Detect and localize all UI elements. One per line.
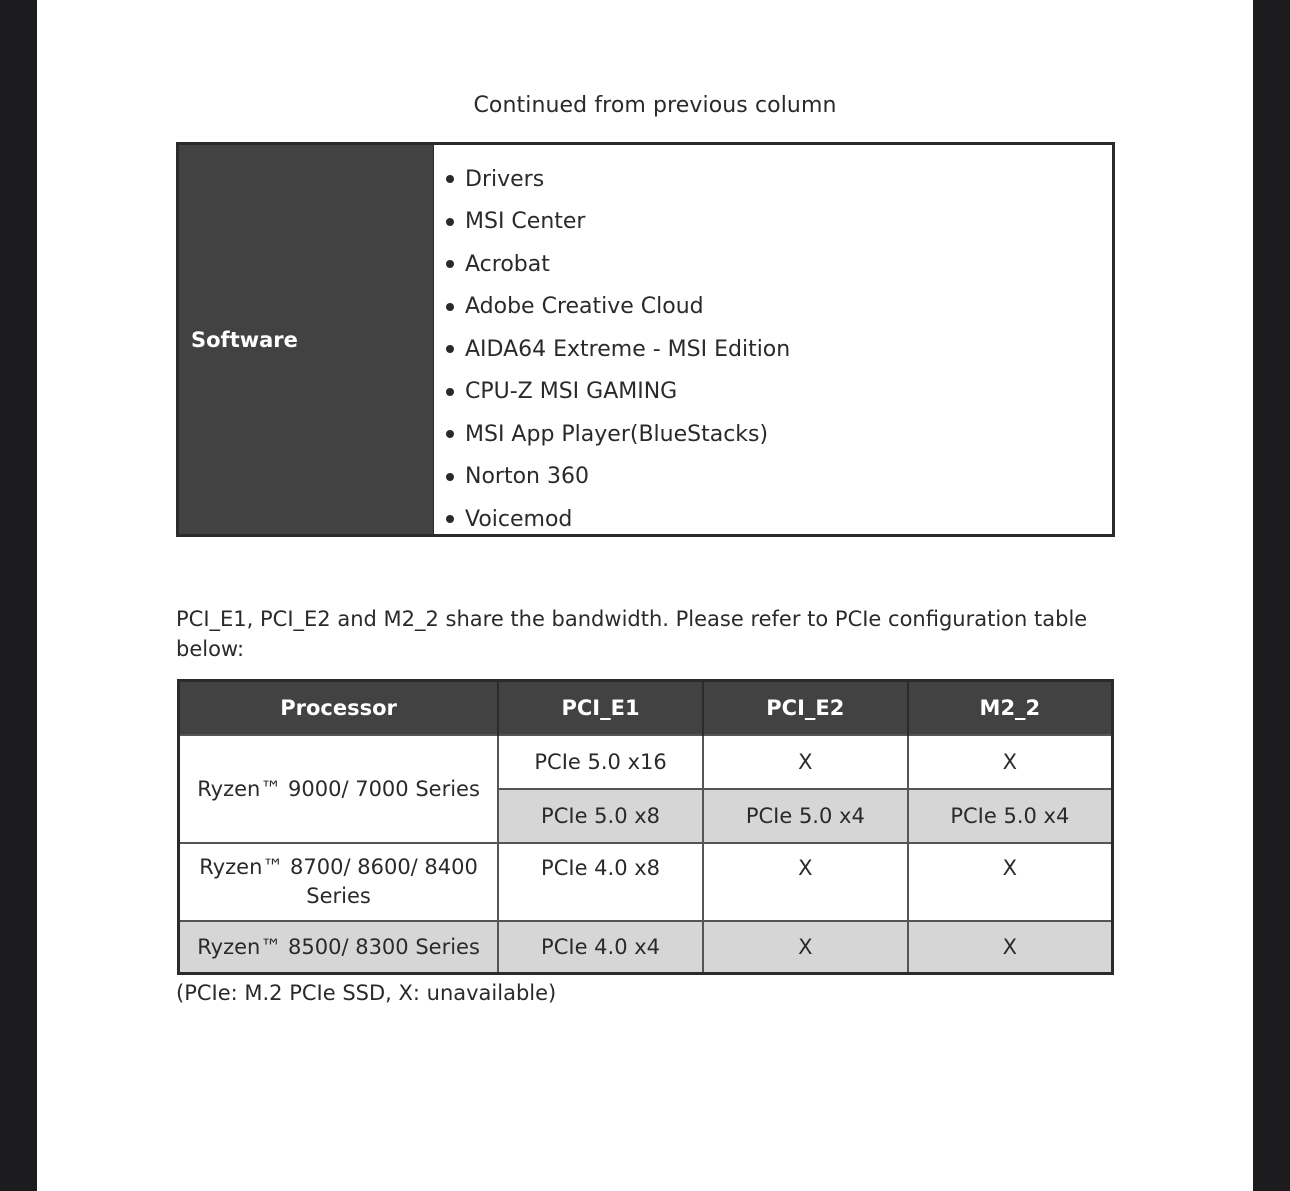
pci-e2-cell: X bbox=[703, 921, 908, 974]
software-item-label: Adobe Creative Cloud bbox=[465, 294, 704, 320]
table-header-row bbox=[179, 681, 1113, 736]
pci-e2-cell: X bbox=[703, 843, 908, 921]
software-item bbox=[446, 328, 1112, 371]
table-row bbox=[179, 921, 1113, 974]
software-item-label: CPU-Z MSI GAMING bbox=[465, 379, 678, 405]
table-legend-note: (PCIe: M.2 PCIe SSD, X: unavailable) bbox=[176, 981, 557, 1005]
software-item bbox=[446, 286, 1112, 329]
table-row bbox=[179, 735, 1113, 789]
header-m2-2: M2_2 bbox=[908, 681, 1113, 736]
software-item bbox=[446, 456, 1112, 499]
software-item bbox=[446, 413, 1112, 456]
software-item bbox=[446, 243, 1112, 286]
software-item bbox=[446, 158, 1112, 201]
software-item bbox=[446, 371, 1112, 414]
bandwidth-note: PCI_E1, PCI_E2 and M2_2 share the bandwidth. Please refer to PCIe configuration table below: bbox=[176, 607, 1088, 661]
software-item-label: MSI Center bbox=[465, 209, 586, 235]
table-row bbox=[179, 843, 1113, 921]
bullet-icon bbox=[446, 175, 454, 183]
bullet-icon bbox=[446, 260, 454, 268]
processor-cell: Ryzen™ 8700/ 8600/ 8400 Series bbox=[179, 843, 499, 921]
pci-e1-cell: PCIe 5.0 x8 bbox=[498, 789, 703, 843]
bullet-icon bbox=[446, 303, 454, 311]
bullet-icon bbox=[446, 430, 454, 438]
software-item-label: Norton 360 bbox=[465, 464, 589, 490]
software-list bbox=[434, 145, 1112, 534]
m2-2-cell: X bbox=[908, 735, 1113, 789]
m2-2-cell: PCIe 5.0 x4 bbox=[908, 789, 1113, 843]
m2-2-cell: X bbox=[908, 843, 1113, 921]
bullet-icon bbox=[446, 515, 454, 523]
software-table bbox=[176, 142, 1115, 537]
bullet-icon bbox=[446, 218, 454, 226]
bullet-icon bbox=[446, 345, 454, 353]
software-item-label: Acrobat bbox=[465, 251, 550, 277]
pcie-config-table bbox=[177, 679, 1114, 975]
software-label: Software bbox=[179, 145, 434, 534]
processor-cell: Ryzen™ 8500/ 8300 Series bbox=[179, 921, 499, 974]
software-item-label: Drivers bbox=[465, 166, 545, 192]
software-item bbox=[446, 498, 1112, 541]
software-item-label: MSI App Player(BlueStacks) bbox=[465, 421, 769, 447]
bullet-icon bbox=[446, 388, 454, 396]
pci-e2-cell: PCIe 5.0 x4 bbox=[703, 789, 908, 843]
software-item bbox=[446, 201, 1112, 244]
continued-title: Continued from previous column bbox=[473, 93, 837, 118]
header-pci-e1: PCI_E1 bbox=[498, 681, 703, 736]
m2-2-cell: X bbox=[908, 921, 1113, 974]
pci-e1-cell: PCIe 5.0 x16 bbox=[498, 735, 703, 789]
processor-cell: Ryzen™ 9000/ 7000 Series bbox=[179, 735, 499, 843]
software-item-label: Voicemod bbox=[465, 506, 573, 532]
software-item-label: AIDA64 Extreme - MSI Edition bbox=[465, 336, 791, 362]
document-page bbox=[37, 0, 1253, 1191]
bullet-icon bbox=[446, 473, 454, 481]
header-pci-e2: PCI_E2 bbox=[703, 681, 908, 736]
pci-e2-cell: X bbox=[703, 735, 908, 789]
pci-e1-cell: PCIe 4.0 x8 bbox=[498, 843, 703, 921]
header-processor: Processor bbox=[179, 681, 499, 736]
pci-e1-cell: PCIe 4.0 x4 bbox=[498, 921, 703, 974]
